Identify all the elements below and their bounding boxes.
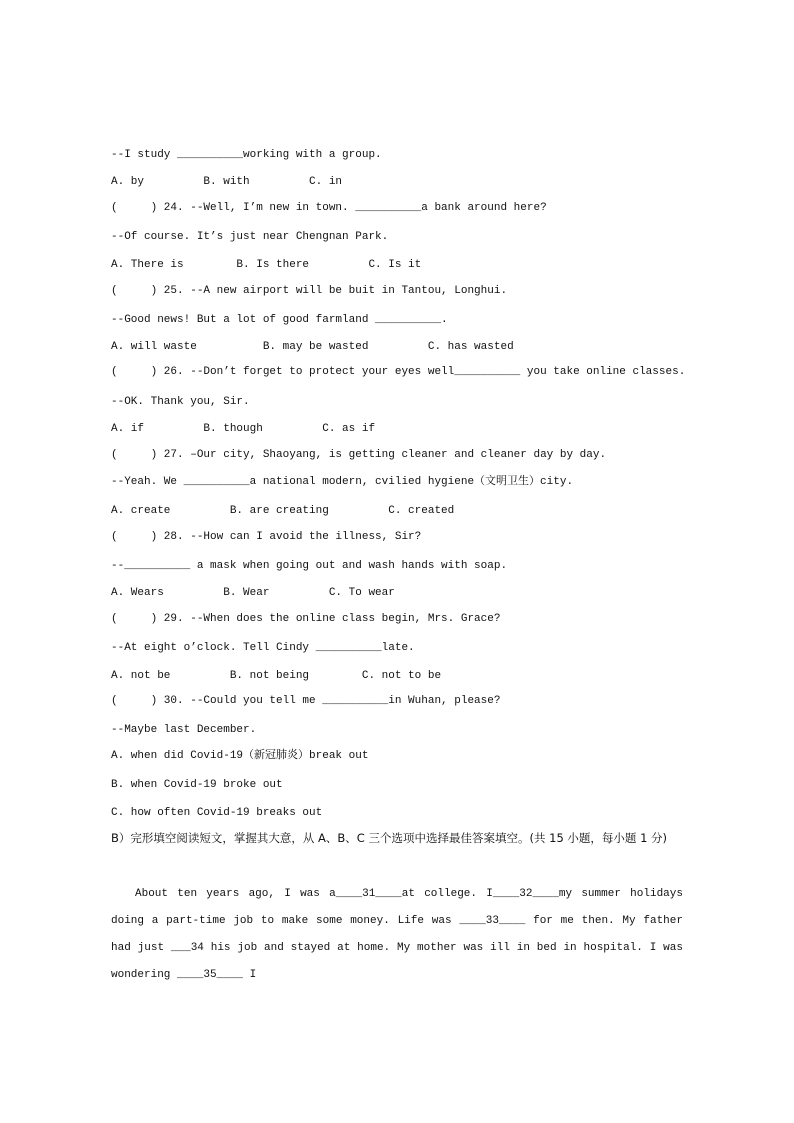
options-line: A. create B. are creating C. created [111,505,455,517]
option-c: C. how often Covid-19 breaks out [111,807,323,819]
option-a: A. when did Covid-19（新冠肺炎）break out [111,750,369,762]
dialog-line: --Of course. It’s just near Chengnan Park. [111,231,389,243]
question-26: ( ) 26. --Don’t forget to protect your eyes well__________ you take online classes. [111,366,686,378]
options-line: A. Wears B. Wear C. To wear [111,587,395,599]
options-line: A. will waste B. may be wasted C. has wasted [111,341,514,353]
dialog-line: --__________ a mask when going out and wash hands with soap. [111,560,508,572]
dialog-line: --Good news! But a lot of good farmland __________. [111,314,448,326]
question-27: ( ) 27. –Our city, Shaoyang, is getting cleaner and cleaner day by day. [111,449,607,461]
dialog-line: --OK. Thank you, Sir. [111,396,250,408]
option-b: B. when Covid-19 broke out [111,779,283,791]
question-25: ( ) 25. --A new airport will be buit in Tantou, Longhui. [111,285,508,297]
cloze-passage: About ten years ago, I was a____31____at college. I____32____my summer holidays doing a part-time job to make some money. Life was ____33____ for me then. My father had just ___34 his job and stayed at home. My mother was ill in bed in hospital. I was wondering ____35____ I [111,888,683,981]
dialog-line: --Yeah. We __________a national modern, cvilied hygiene（文明卫生）city. [111,476,574,488]
options-line: A. There is B. Is there C. Is it [111,259,422,271]
options-line: A. not be B. not being C. not to be [111,670,442,682]
question-24: ( ) 24. --Well, I’m new in town. __________a bank around here? [111,202,547,214]
dialog-line: --Maybe last December. [111,724,257,736]
dialog-line: --At eight o’clock. Tell Cindy __________late. [111,642,415,654]
options-line: A. by B. with C. in [111,176,343,188]
question-30: ( ) 30. --Could you tell me __________in Wuhan, please? [111,695,501,707]
options-line: A. if B. though C. as if [111,423,376,435]
section-heading: B）完形填空阅读短文，掌握其大意，从 A、B、C 三个选项中选择最佳答案填空。(共 15 小题，每小题 1 分) [111,831,668,845]
question-28: ( ) 28. --How can I avoid the illness, Sir? [111,531,422,543]
question-29: ( ) 29. --When does the online class begin, Mrs. Grace? [111,613,501,625]
dialog-line: --I study __________working with a group. [111,149,382,161]
